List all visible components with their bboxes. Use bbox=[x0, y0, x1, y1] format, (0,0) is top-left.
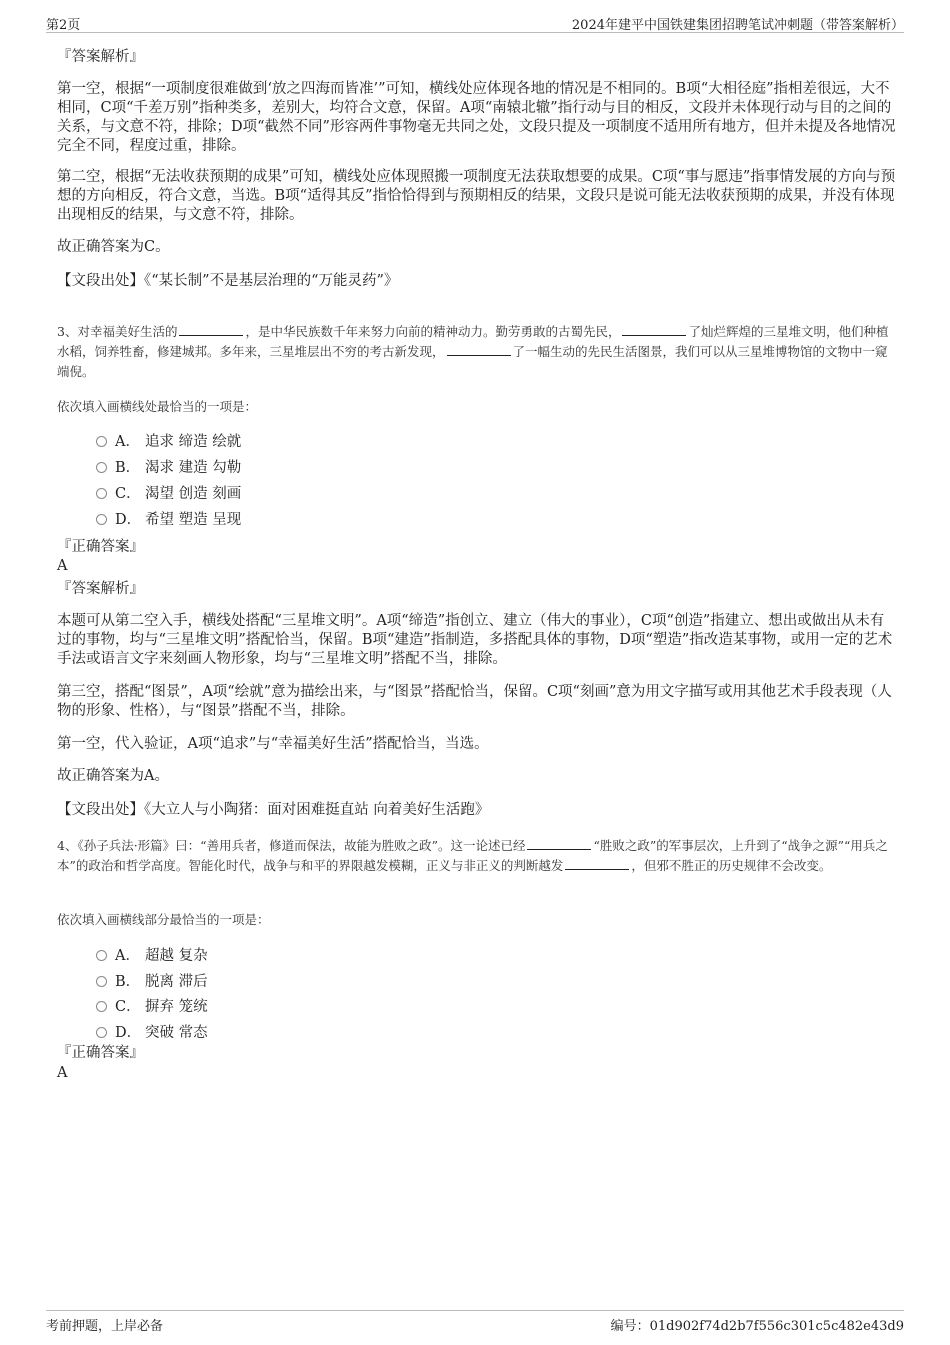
page-footer bbox=[46, 1310, 904, 1333]
q3-analysis-p3: 第一空，代入验证，A项“追求”与“幸福美好生活”搭配恰当，当选。 bbox=[57, 736, 489, 752]
q3-analysis-p2: 第三空，搭配“图景”，A项“绘就”意为描绘出来，与“图景”搭配恰当，保留。C项“刻画”意为用文字描写或用其他艺术手段表现（人物的形象、性格），与“图景”搭配不当，排除。 bbox=[57, 684, 892, 719]
radio-icon[interactable] bbox=[96, 1027, 107, 1038]
page-number: 第2页 bbox=[46, 18, 81, 33]
q4-blank-1 bbox=[527, 838, 591, 850]
radio-icon[interactable] bbox=[96, 462, 107, 473]
q3-prompt: 依次填入画横线处最恰当的一项是： bbox=[57, 399, 258, 414]
q3-source: 【文段出处】《大立人与小陶猪：面对困难挺直站 向着美好生活跑》 bbox=[57, 802, 490, 818]
q3-correct-answer: A bbox=[57, 558, 68, 574]
q3-correct-label: 『正确答案』 bbox=[57, 539, 144, 555]
q4-correct-label: 『正确答案』 bbox=[57, 1045, 144, 1061]
footer-slogan: 考前押题，上岸必备 bbox=[46, 1319, 164, 1334]
q3-stem: 3、对幸福美好生活的 ，是中华民族数千年来努力向前的精神动力。勤劳勇敢的古蜀先民， 了灿烂辉煌的三星堆文明，他们种植水稻，饲养牲畜，修建城邦。多年来，三星堆层出不穷的考古新发现， 了一幅生动的先民生活图景，我们可以从三星堆博物馆的文物中一窥端倪。 bbox=[57, 324, 889, 379]
q4-option-a[interactable]: A． 超越 复杂 bbox=[96, 946, 208, 966]
page-header bbox=[46, 12, 904, 33]
radio-icon[interactable] bbox=[96, 436, 107, 447]
radio-icon[interactable] bbox=[96, 1001, 107, 1012]
q2-analysis-label: 『答案解析』 bbox=[57, 49, 144, 65]
q3-blank-3 bbox=[447, 344, 511, 356]
q4-prompt: 依次填入画横线部分最恰当的一项是： bbox=[57, 912, 270, 927]
q3-option-c[interactable]: C． 渴望 创造 刻画 bbox=[96, 484, 241, 504]
q2-analysis-p1: 第一空，根据“一项制度很难做到‘放之四海而皆准’”可知，横线处应体现各地的情况是不相同的。B项“大相径庭”指相差很远，大不相同，C项“千差万别”指种类多，差别大，均符合文意，保留。A项“南辕北辙”指行动与目的相反，文段并未体现行动与目的之间的关系，与文意不符，排除；D项“截然不同”形容两件事物毫无共同之处，文段只提及一项制度不适用所有地方，但并未提及各地情况完全不同，程度过重，排除。 bbox=[57, 81, 896, 154]
q3-option-a[interactable]: A． 追求 缔造 绘就 bbox=[96, 432, 241, 452]
radio-icon[interactable] bbox=[96, 950, 107, 961]
q2-answer: 故正确答案为C。 bbox=[57, 239, 170, 255]
q4-option-b[interactable]: B． 脱离 滞后 bbox=[96, 972, 208, 992]
q3-blank-2 bbox=[622, 324, 686, 336]
document-serial: 编号：01d902f74d2b7f556c301c5c482e43d9 bbox=[610, 1319, 904, 1334]
radio-icon[interactable] bbox=[96, 488, 107, 499]
q3-option-b[interactable]: B． 渴求 建造 勾勒 bbox=[96, 458, 241, 478]
radio-icon[interactable] bbox=[96, 514, 107, 525]
q3-blank-1 bbox=[179, 324, 243, 336]
q2-source: 【文段出处】《“某长制”不是基层治理的“万能灵药”》 bbox=[57, 273, 399, 289]
radio-icon[interactable] bbox=[96, 976, 107, 987]
q2-analysis-p2: 第二空，根据“无法收获预期的成果”可知，横线处应体现照搬一项制度无法获取想要的成果。C项“事与愿违”指事情发展的方向与预想的方向相反，符合文意，当选。B项“适得其反”指恰恰得到与预期相反的结果，文段只是说可能无法收获预期的成果，并没有体现出现相反的结果，与文意不符，排除。 bbox=[57, 169, 896, 223]
q3-option-d[interactable]: D． 希望 塑造 呈现 bbox=[96, 510, 241, 530]
q3-answer: 故正确答案为A。 bbox=[57, 768, 169, 784]
document-title: 2024年建平中国铁建集团招聘笔试冲刺题（带答案解析） bbox=[571, 18, 904, 33]
q4-blank-2 bbox=[565, 858, 629, 870]
q3-analysis-label: 『答案解析』 bbox=[57, 581, 144, 597]
q4-correct-answer: A bbox=[57, 1065, 68, 1081]
q4-option-d[interactable]: D． 突破 常态 bbox=[96, 1023, 208, 1043]
q4-option-c[interactable]: C． 摒弃 笼统 bbox=[96, 997, 208, 1017]
q3-analysis-p1: 本题可从第二空入手，横线处搭配“三星堆文明”。A项“缔造”指创立、建立（伟大的事业），C项“创造”指建立、想出或做出从未有过的事物，均与“三星堆文明”搭配恰当，保留。B项“建造”指制造，多搭配具体的事物，D项“塑造”指改造某事物，或用一定的艺术手法或语言文字来刻画人物形象，均与“三星堆文明”搭配不当，排除。 bbox=[57, 613, 893, 667]
q4-stem: 4、《孙子兵法·形篇》曰：“善用兵者，修道而保法，故能为胜败之政”。这一论述已经 “胜败之政”的军事层次，上升到了“战争之源”“用兵之本”的政治和哲学高度。智能化时代，战争与和平的界限越发模糊，正义与非正义的判断越发 ，但邪不胜正的历史规律不会改变。 bbox=[57, 838, 888, 873]
